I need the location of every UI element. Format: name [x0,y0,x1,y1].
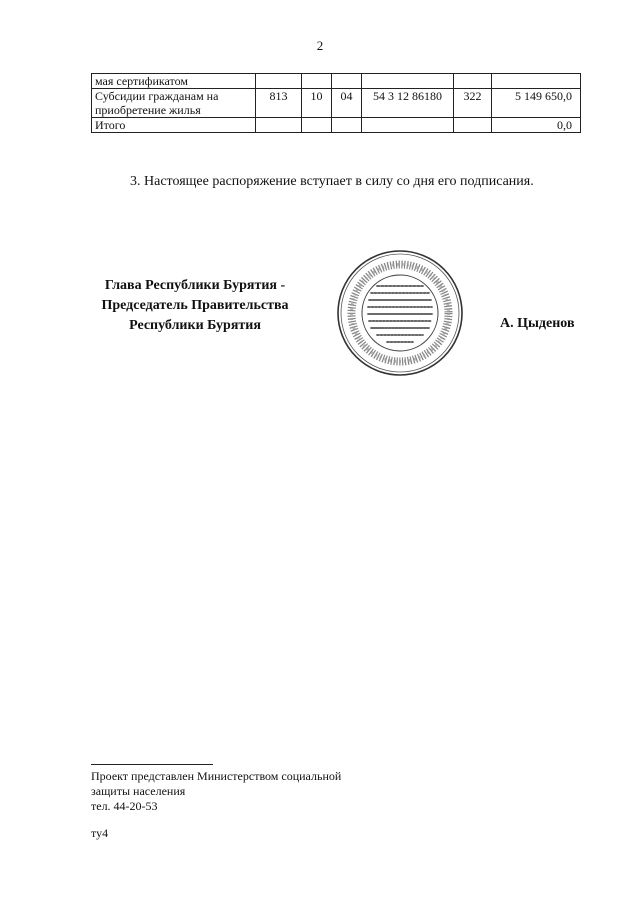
footnote-line: Проект представлен Министерством социальной [91,769,342,783]
table-row [92,89,581,118]
page-number: 2 [316,38,324,53]
table-cell-name: мая сертификатом [92,74,256,89]
signatory-title [80,276,310,336]
table-cell-code [256,118,302,133]
table-cell-type: 322 [454,89,492,118]
table-cell-name: Итого [92,118,256,133]
typist-initials: ту4 [91,826,109,840]
footnote-line: защиты населения [91,784,186,798]
table-cell-amount [492,74,581,89]
clause-text: 3. Настоящее распоряжение вступает в силу со дня его подписания. [130,174,534,189]
table-cell-subsection: 04 [332,89,362,118]
table-cell-name: Субсидии гражданам на приобретение жилья [92,89,256,118]
table-cell-code [256,74,302,89]
table-cell-target [362,118,454,133]
table-cell-section: 10 [302,89,332,118]
signatory-title-line: Председатель Правительства [101,298,289,313]
signatory-name: А. Цыденов [500,316,575,331]
table-cell-section [302,118,332,133]
table-cell-subsection [332,74,362,89]
footnote [91,769,341,814]
table-cell-target: 54 3 12 86180 [362,89,454,118]
table-cell-subsection [332,118,362,133]
official-seal-icon [335,248,465,378]
signatory-title-line: Республики Бурятия [129,318,261,333]
table-row [92,118,581,133]
signatory-title-line: Глава Республики Бурятия - [104,278,286,293]
table-row [92,74,581,89]
table-cell-type [454,74,492,89]
table-cell-amount: 0,0 [492,118,581,133]
footnote-line: тел. 44-20-53 [91,799,158,813]
table-cell-target [362,74,454,89]
footnote-divider [91,764,213,765]
budget-table [91,73,581,133]
table-cell-amount: 5 149 650,0 [492,89,581,118]
table-cell-type [454,118,492,133]
table-cell-section [302,74,332,89]
table-cell-code: 813 [256,89,302,118]
